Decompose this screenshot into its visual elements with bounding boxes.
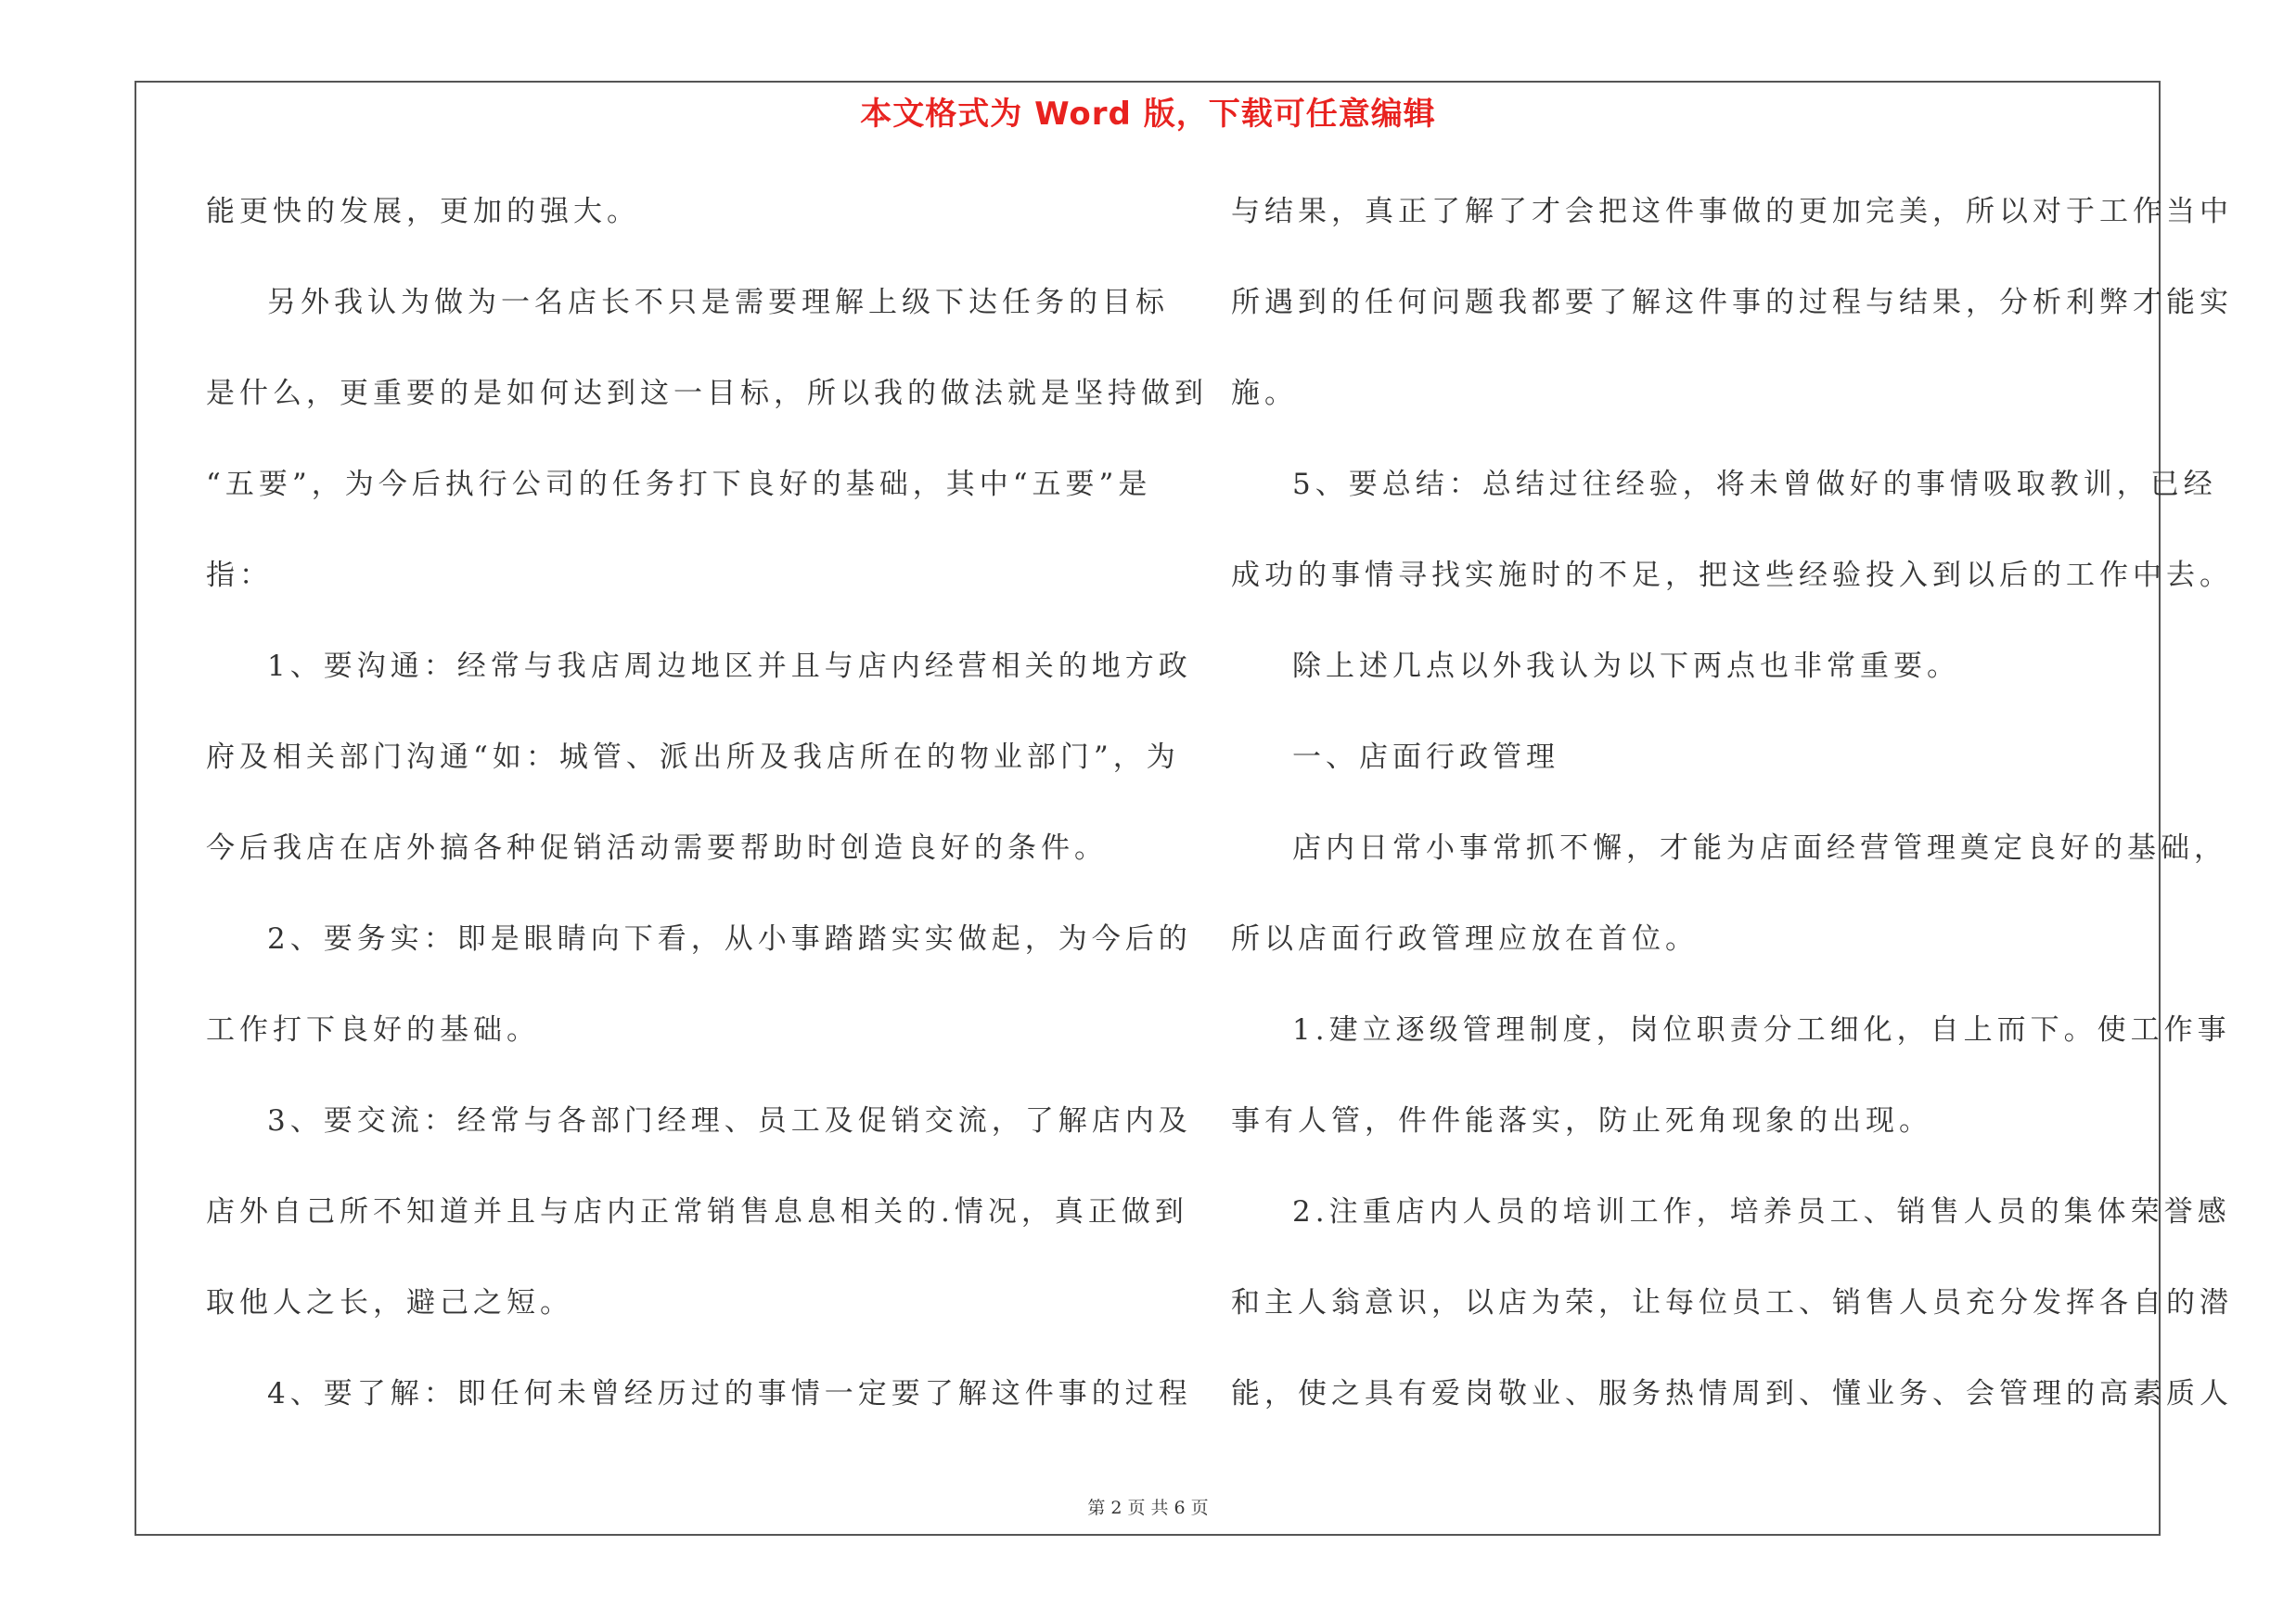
text-line: 2.注重店内人员的培训工作，培养员工、销售人员的集体荣誉感 xyxy=(1292,1195,2231,1229)
text-line: 4、要了解：即任何未曾经历过的事情一定要了解这件事的过程 xyxy=(267,1377,1192,1410)
text-line: 2、要务实：即是眼睛向下看，从小事踏踏实实做起，为今后的 xyxy=(267,922,1192,956)
text-line: 5、要总结：总结过往经验，将未曾做好的事情吸取教训，已经 xyxy=(1292,468,2217,501)
text-line: 除上述几点以外我认为以下两点也非常重要。 xyxy=(1292,650,1960,683)
text-line: 3、要交流：经常与各部门经理、员工及促销交流，了解店内及 xyxy=(267,1104,1192,1138)
text-line: 所以店面行政管理应放在首位。 xyxy=(1231,922,1699,956)
page-number: 第 2 页 共 6 页 xyxy=(1087,1498,1209,1518)
text-line: 店外自己所不知道并且与店内正常销售息息相关的.情况，真正做到 xyxy=(206,1195,1188,1229)
text-line: 工作打下良好的基础。 xyxy=(206,1013,540,1047)
text-line: 指： xyxy=(206,559,273,592)
text-line: 取他人之长，避己之短。 xyxy=(206,1286,573,1320)
text-line: 成功的事情寻找实施时的不足，把这些经验投入到以后的工作中去。 xyxy=(1231,559,2233,592)
text-line: “五要”，为今后执行公司的任务打下良好的基础，其中“五要”是 xyxy=(206,468,1152,501)
text-line: 所遇到的任何问题我都要了解这件事的过程与结果，分析利弊才能实 xyxy=(1231,286,2233,319)
text-line: 能，使之具有爱岗敬业、服务热情周到、懂业务、会管理的高素质人 xyxy=(1231,1377,2233,1410)
text-line: 另外我认为做为一名店长不只是需要理解上级下达任务的目标 xyxy=(267,286,1169,319)
text-line: 今后我店在店外搞各种促销活动需要帮助时创造良好的条件。 xyxy=(206,831,1108,865)
text-line: 和主人翁意识，以店为荣，让每位员工、销售人员充分发挥各自的潜 xyxy=(1231,1286,2233,1320)
left-text-column xyxy=(206,182,1208,1455)
text-line: 1.建立逐级管理制度，岗位职责分工细化，自上而下。使工作事 xyxy=(1292,1013,2231,1047)
format-banner: 本文格式为 Word 版，下载可任意编辑 xyxy=(860,96,1436,133)
text-line: 1、要沟通：经常与我店周边地区并且与店内经营相关的地方政 xyxy=(267,650,1192,683)
text-line: 事有人管，件件能落实，防止死角现象的出现。 xyxy=(1231,1104,1932,1138)
right-text-column xyxy=(1231,182,2233,1455)
text-line: 是什么，更重要的是如何达到这一目标，所以我的做法就是坚持做到 xyxy=(206,377,1208,410)
text-line: 一、店面行政管理 xyxy=(1292,741,1559,774)
text-line: 施。 xyxy=(1231,377,1298,410)
text-line: 府及相关部门沟通“如：城管、派出所及我店所在的物业部门”，为 xyxy=(206,741,1180,774)
text-line: 店内日常小事常抓不懈，才能为店面经营管理奠定良好的基础， xyxy=(1292,831,2227,865)
text-line: 能更快的发展，更加的强大。 xyxy=(206,195,640,228)
text-line: 与结果，真正了解了才会把这件事做的更加完美，所以对于工作当中 xyxy=(1231,195,2233,228)
